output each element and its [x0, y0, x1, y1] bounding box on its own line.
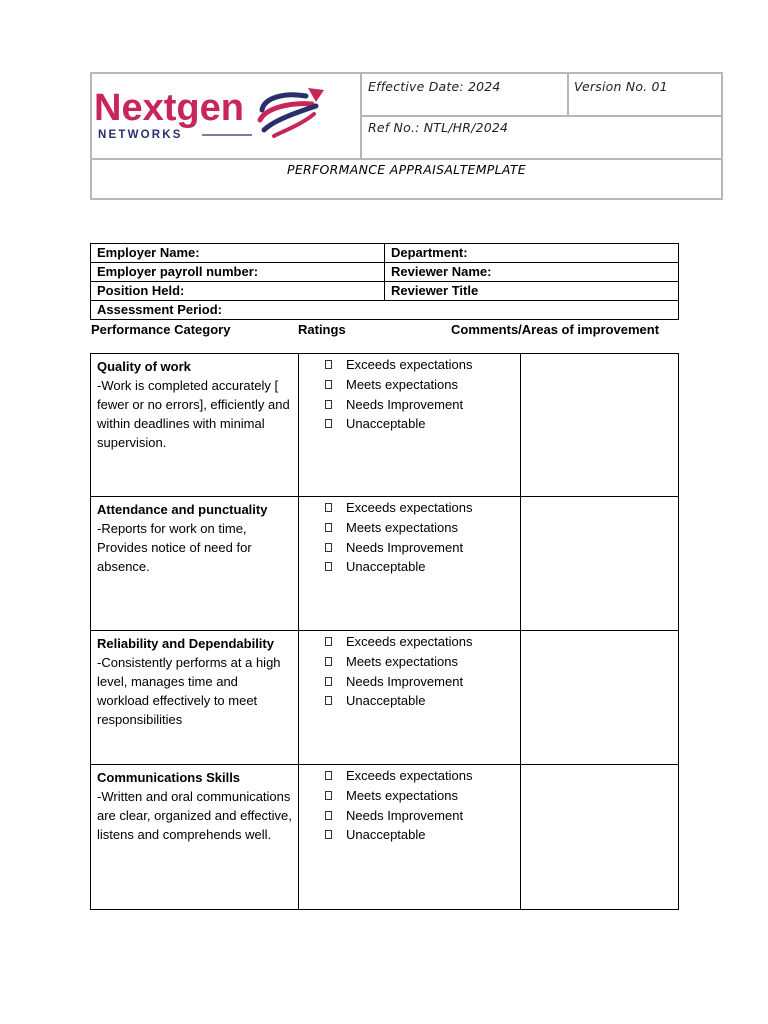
category-title: Reliability and Dependability	[97, 636, 274, 651]
rating-option[interactable]	[325, 652, 520, 672]
checkbox-icon[interactable]	[325, 419, 332, 428]
table-row	[91, 631, 679, 765]
checkbox-icon[interactable]	[325, 523, 332, 532]
rating-option-label: Exceeds expectations	[346, 768, 473, 784]
rating-option[interactable]	[325, 805, 520, 825]
rating-option[interactable]	[325, 632, 520, 652]
checkbox-icon[interactable]	[325, 562, 332, 571]
rating-option[interactable]	[325, 825, 520, 845]
category-description: -Consistently performs at a high level, manages time and workload effectively to meet responsibilities	[97, 655, 281, 727]
reviewer-name-field[interactable]: Reviewer Name:	[385, 263, 679, 282]
rating-option-label: Meets expectations	[346, 654, 459, 670]
rating-option[interactable]	[325, 671, 520, 691]
reference-number: Ref No.: NTL/HR/2024	[368, 120, 509, 135]
table-row	[91, 282, 679, 301]
logo-tagline: NETWORKS	[98, 129, 183, 141]
category-description: -Written and oral communications are clear, organized and effective, listens and comprehends well.	[97, 789, 292, 842]
checkbox-icon[interactable]	[325, 543, 332, 552]
rating-option-label: Unacceptable	[346, 827, 426, 843]
checkbox-icon[interactable]	[325, 380, 332, 389]
checkbox-icon[interactable]	[325, 400, 332, 409]
effective-date: Effective Date: 2024	[368, 79, 501, 94]
assessment-period-field[interactable]: Assessment Period:	[91, 301, 679, 320]
nextgen-logo	[94, 80, 334, 150]
version-number: Version No. 01	[574, 79, 668, 94]
rating-option[interactable]	[325, 691, 520, 711]
checkbox-icon[interactable]	[325, 830, 332, 839]
reviewer-title-field[interactable]: Reviewer Title	[385, 282, 679, 301]
rating-option[interactable]	[325, 557, 520, 577]
checkbox-icon[interactable]	[325, 696, 332, 705]
category-title: Quality of work	[97, 359, 191, 374]
column-heading-comments: Comments/Areas of improvement	[451, 322, 660, 337]
table-row	[91, 497, 679, 631]
logo-name: Nextgen	[94, 87, 244, 129]
rating-option-label: Unacceptable	[346, 693, 426, 709]
category-cell	[91, 354, 299, 497]
category-description: -Reports for work on time, Provides notice of need for absence.	[97, 521, 252, 574]
logo-cell	[92, 74, 362, 158]
rating-option[interactable]	[325, 394, 520, 414]
rating-cell	[299, 497, 521, 631]
category-description: -Work is completed accurately [ fewer or no errors], efficiently and within deadlines with minimal supervision.	[97, 378, 290, 450]
comments-cell[interactable]	[521, 497, 679, 631]
category-cell	[91, 631, 299, 765]
rating-option-label: Unacceptable	[346, 559, 426, 575]
table-row	[91, 354, 679, 497]
rating-option-label: Needs Improvement	[346, 807, 464, 823]
position-held-field[interactable]: Position Held:	[91, 282, 385, 301]
rating-option-label: Needs Improvement	[346, 396, 464, 412]
rating-option-label: Meets expectations	[346, 520, 459, 536]
employer-name-field[interactable]: Employer Name:	[91, 244, 385, 263]
appraisal-table	[90, 353, 679, 910]
rating-cell	[299, 765, 521, 910]
rating-option-label: Needs Improvement	[346, 673, 464, 689]
checkbox-icon[interactable]	[325, 637, 332, 646]
logo-swoosh-icon	[260, 88, 324, 136]
document-title: PERFORMANCE APPRAISALTEMPLATE	[287, 162, 526, 177]
column-heading-ratings: Ratings	[298, 322, 346, 337]
rating-cell	[299, 354, 521, 497]
rating-option-label: Unacceptable	[346, 416, 426, 432]
category-cell	[91, 497, 299, 631]
employee-info-table	[90, 243, 679, 320]
table-row	[91, 765, 679, 910]
rating-option[interactable]	[325, 498, 520, 518]
rating-option[interactable]	[325, 537, 520, 557]
document-header	[90, 72, 723, 200]
rating-option-label: Exceeds expectations	[346, 357, 473, 373]
rating-option-label: Meets expectations	[346, 377, 459, 393]
category-cell	[91, 765, 299, 910]
rating-option[interactable]	[325, 518, 520, 538]
department-field[interactable]: Department:	[385, 244, 679, 263]
rating-option-label: Exceeds expectations	[346, 634, 473, 650]
comments-cell[interactable]	[521, 631, 679, 765]
rating-option[interactable]	[325, 375, 520, 395]
divider	[567, 74, 569, 115]
rating-option-label: Exceeds expectations	[346, 500, 473, 516]
category-title: Attendance and punctuality	[97, 502, 268, 517]
rating-option-label: Meets expectations	[346, 788, 459, 804]
rating-option-label: Needs Improvement	[346, 539, 464, 555]
checkbox-icon[interactable]	[325, 360, 332, 369]
checkbox-icon[interactable]	[325, 657, 332, 666]
comments-cell[interactable]	[521, 765, 679, 910]
checkbox-icon[interactable]	[325, 677, 332, 686]
table-row	[91, 263, 679, 282]
comments-cell[interactable]	[521, 354, 679, 497]
rating-option[interactable]	[325, 786, 520, 806]
rating-option[interactable]	[325, 766, 520, 786]
divider	[92, 158, 721, 160]
table-row	[91, 244, 679, 263]
checkbox-icon[interactable]	[325, 503, 332, 512]
payroll-number-field[interactable]: Employer payroll number:	[91, 263, 385, 282]
checkbox-icon[interactable]	[325, 771, 332, 780]
divider	[360, 115, 722, 117]
checkbox-icon[interactable]	[325, 811, 332, 820]
rating-cell	[299, 631, 521, 765]
category-title: Communications Skills	[97, 770, 241, 785]
table-row	[91, 301, 679, 320]
checkbox-icon[interactable]	[325, 791, 332, 800]
column-heading-category: Performance Category	[91, 322, 231, 337]
rating-option[interactable]	[325, 355, 520, 375]
rating-option[interactable]	[325, 414, 520, 434]
